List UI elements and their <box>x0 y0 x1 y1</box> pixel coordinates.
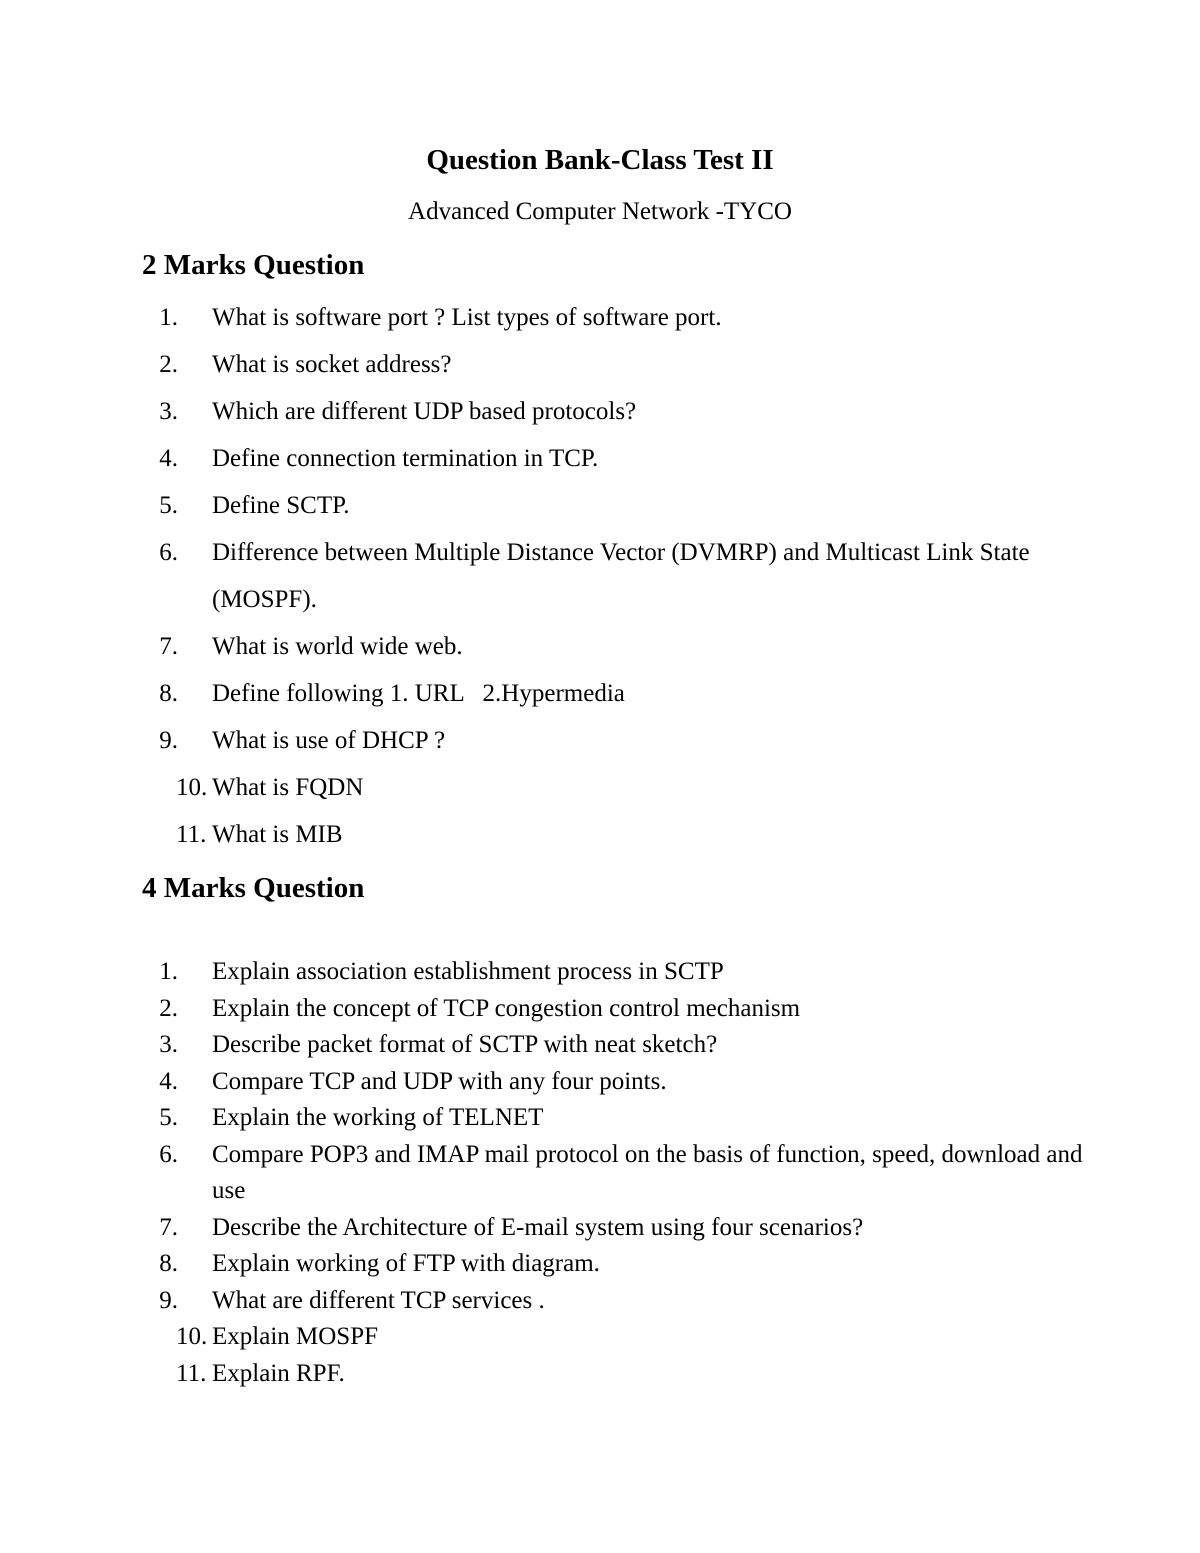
question-item <box>140 1319 1100 1356</box>
document-title: Question Bank-Class Test II <box>426 144 774 176</box>
question-number: 8. <box>159 680 178 707</box>
question-item <box>140 1100 1100 1137</box>
question-text: Explain association establishment process in SCTP <box>212 958 724 985</box>
question-text: Define following 1. URL 2.Hypermedia <box>212 680 625 707</box>
document-subtitle: Advanced Computer Network -TYCO <box>408 198 792 225</box>
question-text: Describe packet format of SCTP with neat sketch? <box>212 1031 718 1058</box>
question-text: Explain the working of TELNET <box>212 1104 544 1131</box>
question-list-4-marks <box>140 954 1100 1392</box>
question-number: 1. <box>159 958 178 985</box>
question-item <box>140 717 1100 764</box>
question-item <box>140 811 1100 858</box>
question-item <box>140 670 1100 717</box>
question-number: 4. <box>159 445 178 472</box>
question-number: 6. <box>159 1140 178 1168</box>
question-number: 7. <box>159 633 178 660</box>
question-item <box>140 1246 1100 1283</box>
question-text: What are different TCP services . <box>212 1286 545 1314</box>
question-text: Explain MOSPF <box>212 1323 379 1350</box>
question-number: 9. <box>159 1286 178 1314</box>
section-heading-4-marks: 4 Marks Question <box>142 872 365 904</box>
question-text: Which are different UDP based protocols? <box>212 398 637 425</box>
question-item <box>140 1356 1100 1393</box>
question-number: 11. <box>176 1359 207 1387</box>
question-item <box>140 341 1100 388</box>
question-text: Explain working of FTP with diagram. <box>212 1250 600 1277</box>
question-item <box>140 435 1100 482</box>
question-text: Explain RPF. <box>212 1359 345 1387</box>
question-number: 5. <box>159 1104 178 1131</box>
question-text: Define connection termination in TCP. <box>212 445 599 472</box>
question-text: What is use of DHCP ? <box>212 727 446 754</box>
question-item <box>140 991 1100 1028</box>
question-text: Compare POP3 and IMAP mail protocol on the basis of function, speed, download and use <box>212 1140 1089 1204</box>
question-text: Describe the Architecture of E-mail system using four scenarios? <box>212 1213 864 1241</box>
question-number: 8. <box>159 1250 178 1277</box>
question-item <box>140 482 1100 529</box>
question-number: 10. <box>176 774 208 801</box>
question-text: Compare TCP and UDP with any four points. <box>212 1067 667 1095</box>
question-item <box>140 623 1100 670</box>
question-item <box>140 1064 1100 1101</box>
question-number: 5. <box>159 492 178 519</box>
question-item <box>140 764 1100 811</box>
question-item <box>140 1210 1100 1247</box>
question-number: 10. <box>176 1323 208 1350</box>
question-list-2-marks <box>140 294 1100 858</box>
question-number: 4. <box>159 1067 178 1095</box>
question-number: 6. <box>159 539 178 566</box>
question-text: Define SCTP. <box>212 492 350 519</box>
question-number: 2. <box>159 351 178 378</box>
question-item <box>140 1283 1100 1320</box>
question-item <box>140 1027 1100 1064</box>
section-heading-2-marks: 2 Marks Question <box>142 249 365 281</box>
question-number: 3. <box>159 398 178 425</box>
question-item <box>140 1137 1100 1210</box>
question-text: What is software port ? List types of software port. <box>212 304 722 331</box>
question-item <box>140 529 1100 623</box>
question-number: 1. <box>159 304 178 331</box>
question-number: 7. <box>159 1213 178 1241</box>
question-number: 3. <box>159 1031 178 1058</box>
question-text: What is socket address? <box>212 351 452 378</box>
question-text: What is world wide web. <box>212 633 463 660</box>
question-text: What is FQDN <box>212 774 364 801</box>
question-item <box>140 388 1100 435</box>
question-number: 9. <box>159 727 178 754</box>
question-text: Explain the concept of TCP congestion control mechanism <box>212 994 801 1022</box>
question-number: 2. <box>159 994 178 1022</box>
question-item <box>140 954 1100 991</box>
question-number: 11. <box>176 821 207 848</box>
question-text: Difference between Multiple Distance Vector (DVMRP) and Multicast Link State (MOSPF). <box>212 539 1036 613</box>
question-item <box>140 294 1100 341</box>
question-text: What is MIB <box>212 821 343 848</box>
